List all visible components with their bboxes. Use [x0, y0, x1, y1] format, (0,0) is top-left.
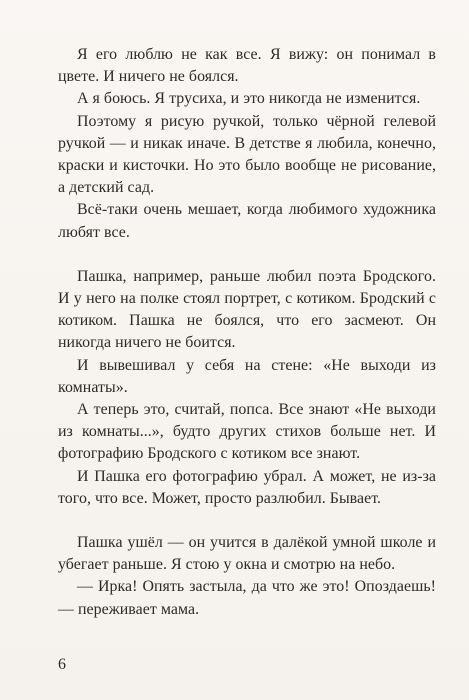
section-break — [58, 244, 436, 266]
paragraph: Я его люблю не как все. Я вижу: он понимал в цвете. И ничего не боялся. — [58, 46, 436, 86]
paragraph: Пашка ушёл — он учится в далёкой умной школе и убегает раньше. Я стою у окна и смотрю на небо. — [58, 534, 436, 574]
paragraph: Всё-таки очень мешает, когда любимого художника любят все. — [58, 201, 436, 241]
paragraph: — Ирка! Опять застыла, да что же это! Опоздаешь! — переживает мама. — [58, 578, 436, 618]
paragraph: И Пашка его фотографию убрал. А может, не из-за того, что все. Может, просто разлюбил. Бывает. — [58, 467, 436, 507]
paragraph: Пашка, например, раньше любил поэта Бродского. И у него на полке стоял портрет, с котиком. Бродский с котиком. Пашка не боялся, что его засмеют. Он никогда ничего не боится. — [58, 267, 436, 352]
paragraph: И вывешивал у себя на стене: «Не выходи из комнаты». — [58, 356, 436, 396]
section-break — [58, 510, 436, 532]
paragraph: А я боюсь. Я трусиха, и это никогда не изменится. — [77, 90, 421, 108]
paragraph: Поэтому я рисую ручкой, только чёрной гелевой ручкой — и никак иначе. В детстве я любила, конечно, краски и кисточки. Но это было вообще не рисование, а детский сад. — [58, 112, 436, 197]
page-number: 6 — [58, 656, 66, 673]
paragraph: А теперь это, считай, попса. Все знают «Не выходи из комнаты...», будто других стихов больше нет. И фотографию Бродского с котиком все знают. — [58, 401, 436, 463]
body-text — [58, 44, 436, 621]
